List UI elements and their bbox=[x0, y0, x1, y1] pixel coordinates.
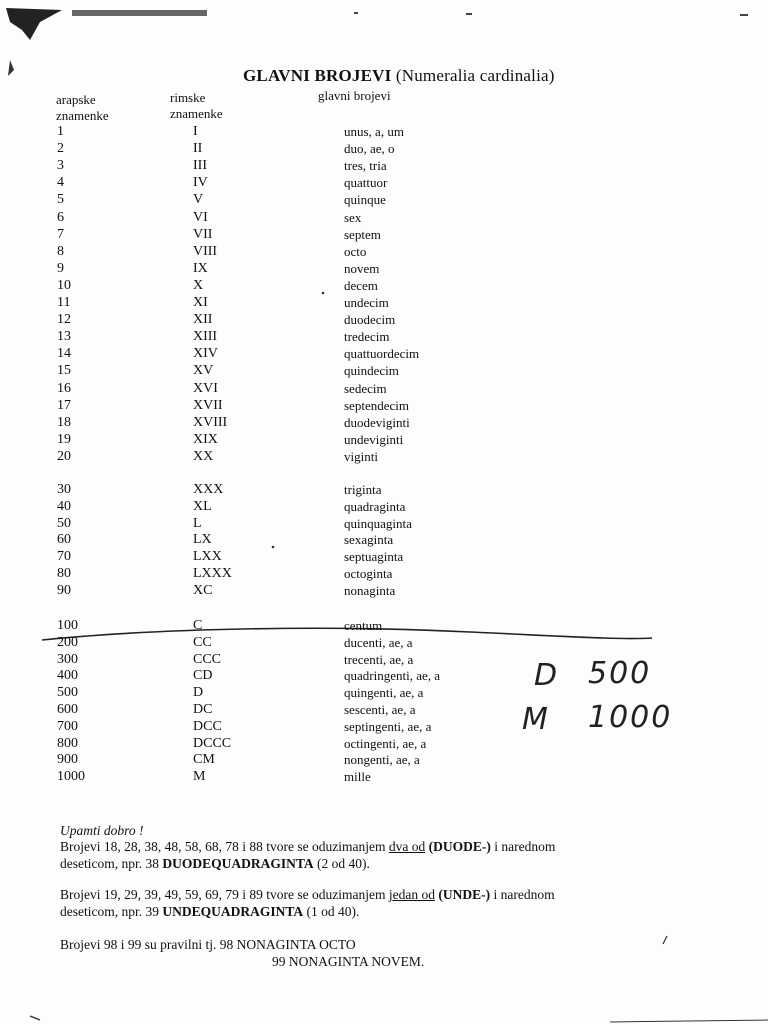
table-row bbox=[0, 736, 768, 753]
table-row bbox=[0, 329, 768, 346]
arabic-numeral: 200 bbox=[57, 634, 78, 650]
roman-numeral: XIII bbox=[193, 329, 218, 345]
note1-underline: dva od bbox=[388, 839, 426, 854]
header-roman bbox=[170, 90, 223, 122]
arabic-numeral: 50 bbox=[57, 515, 71, 531]
arabic-numeral: 17 bbox=[57, 397, 71, 413]
latin-numeral: trecenti, ae, a bbox=[344, 651, 414, 667]
note1-bold-prefix: (DUODE-) bbox=[428, 839, 491, 854]
table-row bbox=[0, 210, 768, 227]
latin-numeral: octoginta bbox=[344, 566, 393, 581]
latin-numeral: ducenti, ae, a bbox=[344, 634, 413, 650]
note3-line-1: Brojevi 98 i 99 su pravilni tj. 98 NONAGINTA OCTO bbox=[60, 937, 356, 952]
roman-numeral: XXX bbox=[193, 482, 224, 497]
latin-numeral: duo, ae, o bbox=[344, 141, 395, 157]
scan-top-strip bbox=[72, 10, 207, 16]
roman-numeral: L bbox=[193, 515, 202, 531]
arabic-numeral: 100 bbox=[57, 618, 78, 633]
roman-numeral: IX bbox=[193, 260, 208, 276]
latin-numeral: septendecim bbox=[344, 397, 409, 413]
title-main: GLAVNI BROJEVI bbox=[243, 66, 392, 85]
arabic-numeral: 500 bbox=[57, 685, 78, 701]
header-arabic bbox=[56, 92, 109, 124]
arabic-numeral: 6 bbox=[57, 209, 64, 225]
latin-numeral: sexaginta bbox=[344, 532, 394, 548]
roman-numeral: I bbox=[193, 124, 198, 139]
latin-numeral: triginta bbox=[344, 482, 382, 497]
latin-numeral: mille bbox=[344, 769, 371, 785]
latin-numeral: nongenti, ae, a bbox=[344, 752, 420, 768]
roman-numeral: VI bbox=[193, 209, 208, 225]
table-row bbox=[0, 381, 768, 398]
table-row bbox=[0, 295, 768, 312]
latin-numeral: tredecim bbox=[344, 329, 390, 345]
arabic-numeral: 8 bbox=[57, 243, 64, 259]
table-row bbox=[0, 618, 768, 635]
arabic-numeral: 18 bbox=[57, 414, 71, 430]
latin-numeral: quinquaginta bbox=[344, 515, 412, 531]
arabic-numeral: 5 bbox=[57, 192, 64, 208]
roman-numeral: VIII bbox=[193, 243, 218, 259]
latin-numeral: septem bbox=[344, 226, 381, 242]
handwritten-d-value: 500 bbox=[588, 656, 652, 691]
note2-example: UNDEQUADRAGINTA bbox=[162, 904, 304, 919]
arabic-numeral: 80 bbox=[57, 566, 71, 581]
arabic-numeral: 1000 bbox=[57, 769, 85, 785]
table-row bbox=[0, 227, 768, 244]
note-heading: Upamti dobro ! bbox=[60, 823, 144, 838]
roman-numeral: XIX bbox=[193, 431, 218, 447]
scan-speck bbox=[8, 60, 14, 76]
latin-numeral: quadraginta bbox=[344, 498, 406, 514]
arabic-numeral: 900 bbox=[57, 752, 78, 768]
table-row bbox=[0, 346, 768, 363]
note2-bold-prefix: (UNDE-) bbox=[438, 887, 491, 902]
arabic-numeral: 1 bbox=[57, 124, 64, 139]
roman-numeral: V bbox=[193, 192, 204, 208]
note1-text-d: deseticom, npr. 38 bbox=[60, 856, 163, 871]
table-row bbox=[0, 175, 768, 192]
arabic-numeral: 16 bbox=[57, 380, 71, 396]
handwritten-d-letter: D bbox=[534, 658, 560, 693]
table-row bbox=[0, 549, 768, 566]
note-paragraph-1 bbox=[60, 838, 555, 872]
roman-numeral: XII bbox=[193, 312, 213, 328]
latin-numeral: duodecim bbox=[344, 312, 396, 328]
latin-numeral: octo bbox=[344, 243, 367, 259]
roman-numeral: XI bbox=[193, 295, 208, 310]
arabic-numeral: 13 bbox=[57, 329, 71, 345]
arabic-numeral: 30 bbox=[57, 482, 71, 497]
arabic-numeral: 3 bbox=[57, 158, 64, 174]
note1-text-c: i narednom bbox=[490, 839, 556, 854]
table-row bbox=[0, 363, 768, 380]
roman-numeral: LXX bbox=[193, 549, 222, 565]
roman-numeral: XVIII bbox=[193, 414, 228, 430]
table-row bbox=[0, 244, 768, 261]
table-row bbox=[0, 769, 768, 786]
roman-numeral: CD bbox=[193, 668, 213, 684]
table-row bbox=[0, 415, 768, 432]
latin-numeral: tres, tria bbox=[344, 158, 387, 174]
header-roman-line2: znamenke bbox=[170, 106, 223, 121]
latin-numeral: novem bbox=[344, 260, 380, 276]
title-sub: (Numeralia cardinalia) bbox=[395, 66, 555, 85]
arabic-numeral: 60 bbox=[57, 532, 71, 548]
table-row bbox=[0, 566, 768, 583]
roman-numeral: D bbox=[193, 685, 204, 701]
arabic-numeral: 400 bbox=[57, 668, 78, 684]
table-row bbox=[0, 482, 768, 499]
table-row bbox=[0, 635, 768, 652]
scan-corner-mark bbox=[6, 8, 62, 40]
arabic-numeral: 90 bbox=[57, 582, 71, 598]
note2-text-a: Brojevi 19, 29, 39, 49, 59, 69, 79 i 89 tvore se oduzimanjem bbox=[60, 887, 389, 902]
latin-numeral: octingenti, ae, a bbox=[344, 735, 427, 751]
roman-numeral: DCC bbox=[193, 718, 222, 734]
arabic-numeral: 10 bbox=[57, 277, 71, 293]
latin-numeral: undeviginti bbox=[344, 431, 404, 447]
note1-example: DUODEQUADRAGINTA bbox=[162, 856, 314, 871]
latin-numeral: centum bbox=[344, 618, 383, 633]
arabic-numeral: 11 bbox=[57, 295, 71, 310]
arabic-numeral: 800 bbox=[57, 735, 78, 751]
roman-numeral: VII bbox=[193, 226, 213, 242]
roman-numeral: C bbox=[193, 618, 203, 633]
latin-numeral: nonaginta bbox=[344, 582, 396, 598]
roman-numeral: IV bbox=[193, 175, 208, 191]
arabic-numeral: 70 bbox=[57, 549, 71, 565]
latin-numeral: quingenti, ae, a bbox=[344, 685, 424, 701]
table-row bbox=[0, 583, 768, 600]
roman-numeral: X bbox=[193, 277, 204, 293]
arabic-numeral: 7 bbox=[57, 226, 64, 242]
roman-numeral: XL bbox=[193, 498, 212, 514]
table-row bbox=[0, 752, 768, 769]
table-row bbox=[0, 652, 768, 669]
table-row bbox=[0, 432, 768, 449]
latin-numeral: quattuordecim bbox=[344, 346, 420, 362]
arabic-numeral: 9 bbox=[57, 260, 64, 276]
roman-numeral: DC bbox=[193, 702, 213, 717]
latin-numeral: sescenti, ae, a bbox=[344, 702, 416, 717]
roman-numeral: II bbox=[193, 141, 203, 157]
latin-numeral: sedecim bbox=[344, 380, 387, 396]
latin-numeral: undecim bbox=[344, 295, 389, 310]
arabic-numeral: 700 bbox=[57, 718, 78, 734]
table-row bbox=[0, 516, 768, 533]
roman-numeral: XIV bbox=[193, 346, 218, 362]
header-arabic-line2: znamenke bbox=[56, 108, 109, 123]
note2-text-d: deseticom, npr. 39 bbox=[60, 904, 163, 919]
table-row bbox=[0, 278, 768, 295]
table-row bbox=[0, 141, 768, 158]
roman-numeral: XX bbox=[193, 448, 214, 464]
arabic-numeral: 15 bbox=[57, 363, 71, 379]
header-latin: glavni brojevi bbox=[318, 88, 391, 103]
table-row bbox=[0, 499, 768, 516]
note2-text-c: i narednom bbox=[490, 887, 555, 902]
table-row bbox=[0, 668, 768, 685]
table-row bbox=[0, 124, 768, 141]
table-row bbox=[0, 532, 768, 549]
header-arabic-line1: arapske bbox=[56, 92, 96, 107]
roman-numeral: CC bbox=[193, 634, 212, 650]
table-row bbox=[0, 398, 768, 415]
latin-numeral: septuaginta bbox=[344, 549, 404, 565]
latin-numeral: quadringenti, ae, a bbox=[344, 668, 441, 684]
table-row bbox=[0, 261, 768, 278]
note2-underline: jedan od bbox=[388, 887, 435, 902]
table-row bbox=[0, 449, 768, 466]
table-row bbox=[0, 158, 768, 175]
arabic-numeral: 19 bbox=[57, 431, 71, 447]
arabic-numeral: 600 bbox=[57, 702, 78, 717]
note3-line-2: 99 NONAGINTA NOVEM. bbox=[272, 954, 425, 969]
arabic-numeral: 12 bbox=[57, 312, 71, 328]
table-row bbox=[0, 192, 768, 209]
roman-numeral: LX bbox=[193, 532, 212, 548]
roman-numeral: CM bbox=[193, 752, 215, 768]
arabic-numeral: 2 bbox=[57, 141, 64, 157]
table-row bbox=[0, 312, 768, 329]
note2-text-f: (1 od 40). bbox=[303, 904, 360, 919]
note-paragraph-2 bbox=[60, 886, 555, 920]
roman-numeral: XVI bbox=[193, 380, 218, 396]
latin-numeral: decem bbox=[344, 277, 378, 293]
roman-numeral: CCC bbox=[193, 651, 222, 667]
arabic-numeral: 20 bbox=[57, 448, 71, 464]
header-roman-line1: rimske bbox=[170, 90, 206, 105]
latin-numeral: sex bbox=[344, 209, 362, 225]
roman-numeral: III bbox=[193, 158, 207, 174]
note-paragraph-3 bbox=[60, 936, 424, 970]
arabic-numeral: 4 bbox=[57, 175, 64, 191]
handwritten-m-value: 1000 bbox=[588, 700, 673, 735]
page-title bbox=[243, 66, 555, 86]
arabic-numeral: 40 bbox=[57, 498, 71, 514]
latin-numeral: unus, a, um bbox=[344, 124, 404, 139]
latin-numeral: duodeviginti bbox=[344, 414, 410, 430]
roman-numeral: M bbox=[193, 769, 206, 785]
roman-numeral: LXXX bbox=[193, 566, 232, 581]
arabic-numeral: 14 bbox=[57, 346, 71, 362]
note1-text-a: Brojevi 18, 28, 38, 48, 58, 68, 78 i 88 tvore se oduzimanjem bbox=[60, 839, 389, 854]
roman-numeral: XC bbox=[193, 582, 213, 598]
latin-numeral: quinque bbox=[344, 192, 386, 208]
roman-numeral: XV bbox=[193, 363, 214, 379]
note1-text-f: (2 od 40). bbox=[313, 856, 370, 871]
handwritten-m-letter: M bbox=[522, 702, 550, 737]
latin-numeral: viginti bbox=[344, 448, 378, 464]
latin-numeral: quindecim bbox=[344, 363, 399, 379]
roman-numeral: XVII bbox=[193, 397, 223, 413]
latin-numeral: septingenti, ae, a bbox=[344, 718, 432, 734]
roman-numeral: DCCC bbox=[193, 735, 232, 751]
latin-numeral: quattuor bbox=[344, 175, 388, 191]
arabic-numeral: 300 bbox=[57, 651, 78, 667]
